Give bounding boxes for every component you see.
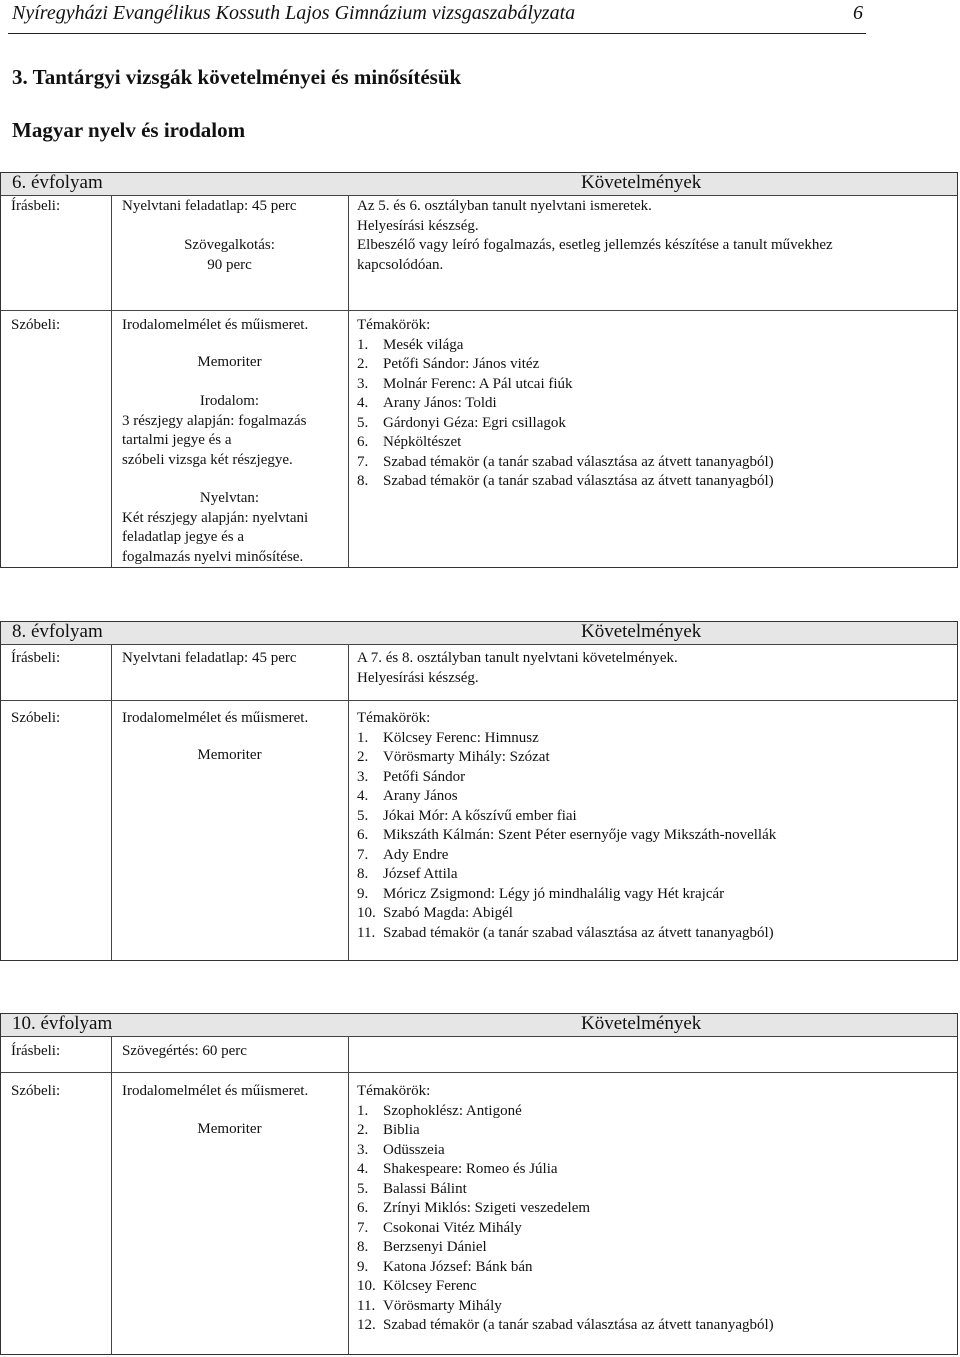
grade10-header-row [1,1014,957,1037]
topics-label: Témakörök: [357,1083,431,1099]
list-item: 5. Jókai Mór: A kőszívű ember fiai [357,807,577,824]
list-item: 7. Ady Endre [357,846,449,863]
oral-item: Memoriter [197,747,262,763]
row-divider [1,310,957,311]
written-item: Szövegalkotás: [184,237,275,253]
grade10-title: 10. évfolyam [12,1013,113,1034]
page-header [8,0,866,34]
list-item: 2. Vörösmarty Mihály: Szózat [357,749,550,765]
list-item: 3. Petőfi Sándor [357,768,466,785]
list-item: 4. Shakespeare: Romeo és Júlia [357,1161,558,1177]
column-divider [348,1036,349,1354]
list-item: 2. Biblia [357,1122,420,1138]
list-item: 4. Arany János: Toldi [357,395,497,411]
requirement-line: Helyesírási készség. [357,217,479,234]
oral-item: Memoriter [197,1121,262,1137]
list-item: 6. Népköltészet [357,434,462,450]
grade10-requirements-header: Követelmények [581,1013,702,1034]
list-item: 6. Mikszáth Kálmán: Szent Péter esernyője vagy Mikszáth-novellák [357,827,777,843]
written-label: Írásbeli: [11,1043,61,1059]
literature-line: tartalmi jegye és a [122,432,232,448]
list-item: 2. Petőfi Sándor: János vitéz [357,356,540,372]
grade6-requirements-header: Követelmények [581,172,702,193]
written-item: Nyelvtani feladatlap: 45 perc [122,650,297,666]
written-item: Nyelvtani feladatlap: 45 perc [122,198,297,214]
list-item: 10. Kölcsey Ferenc [357,1278,477,1294]
requirement-line: kapcsolódóan. [357,256,444,273]
oral-label: Szóbeli: [11,710,61,726]
list-item: 3. Molnár Ferenc: A Pál utcai fiúk [357,375,573,392]
requirement-line: Az 5. és 6. osztályban tanult nyelvtani ismeretek. [357,198,652,214]
list-item: 11. Vörösmarty Mihály [357,1297,502,1314]
topics-list [357,729,776,944]
grade10-table [0,1013,958,1355]
list-item: 1. Mesék világa [357,336,464,353]
subject-heading: Magyar nyelv és irodalom [12,118,246,142]
list-item: 5. Gárdonyi Géza: Egri csillagok [357,414,566,431]
list-item: 5. Balassi Bálint [357,1180,467,1197]
list-item: 8. Szabad témakör (a tanár szabad választása az átvett tananyagból) [357,473,774,489]
row-divider [1,1072,957,1073]
row-divider [1,700,957,701]
document-title: Nyíregyházi Evangélikus Kossuth Lajos Gimnázium vizsgaszabályzata [12,2,576,24]
literature-line: szóbeli vizsga két részjegye. [122,451,293,468]
list-item: 6. Zrínyi Miklós: Szigeti veszedelem [357,1200,591,1216]
oral-item: Irodalomelmélet és műismeret. [122,1083,309,1099]
literature-line: 3 részjegy alapján: fogalmazás [122,412,307,429]
list-item: 4. Arany János [357,788,458,804]
list-item: 7. Csokonai Vitéz Mihály [357,1219,522,1236]
requirement-line: Helyesírási készség. [357,669,479,686]
list-item: 7. Szabad témakör (a tanár szabad választása az átvett tananyagból) [357,453,774,470]
oral-item: Memoriter [197,354,262,370]
grade8-table [0,621,958,961]
grade8-requirements-header: Követelmények [581,621,702,642]
grade6-table [0,172,958,568]
column-divider [348,644,349,960]
list-item: 1. Kölcsey Ferenc: Himnusz [357,729,539,746]
grammar-line: feladatlap jegye és a [122,529,245,545]
grammar-line: Két részjegy alapján: nyelvtani [122,509,309,526]
list-item: 12. Szabad témakör (a tanár szabad választása az átvett tananyagból) [357,1317,774,1333]
list-item: 1. Szophoklész: Antigoné [357,1102,522,1119]
list-item: 9. Katona József: Bánk bán [357,1258,533,1275]
written-item: 90 perc [207,256,252,273]
oral-label: Szóbeli: [11,1083,61,1099]
requirement-line: A 7. és 8. osztályban tanult nyelvtani követelmények. [357,650,678,666]
topics-list [357,336,774,492]
literature-label: Irodalom: [199,393,260,409]
list-item: 8. József Attila [357,866,458,882]
column-divider [111,1036,112,1354]
oral-item: Irodalomelmélet és műismeret. [122,710,309,726]
topics-list [357,1102,774,1336]
topics-label: Témakörök: [357,317,431,333]
list-item: 10. Szabó Magda: Abigél [357,905,513,921]
list-item: 3. Odüsszeia [357,1141,445,1158]
requirement-line: Elbeszélő vagy leíró fogalmazás, esetleg jellemzés készítése a tanult művekhez [357,237,833,253]
list-item: 8. Berzsenyi Dániel [357,1239,487,1255]
column-divider [111,195,112,567]
column-divider [348,195,349,567]
page-number: 6 [853,2,863,24]
grade6-title: 6. évfolyam [12,172,103,193]
list-item: 9. Móricz Zsigmond: Légy jó mindhalálig vagy Hét krajcár [357,885,725,902]
grade6-header-row [1,173,957,196]
oral-label: Szóbeli: [11,317,61,333]
column-divider [111,644,112,960]
written-item: Szövegértés: 60 perc [122,1043,247,1059]
section-heading: 3. Tantárgyi vizsgák követelményei és minősítésük [12,65,462,89]
oral-item: Irodalomelmélet és műismeret. [122,317,309,333]
grade8-title: 8. évfolyam [12,621,103,642]
list-item: 11. Szabad témakör (a tanár szabad választása az átvett tananyagból) [357,924,774,941]
grammar-line: fogalmazás nyelvi minősítése. [122,548,304,565]
written-label: Írásbeli: [11,650,61,666]
written-label: Írásbeli: [11,198,61,214]
topics-label: Témakörök: [357,710,431,726]
grammar-label: Nyelvtan: [199,490,260,506]
grade8-header-row [1,622,957,645]
